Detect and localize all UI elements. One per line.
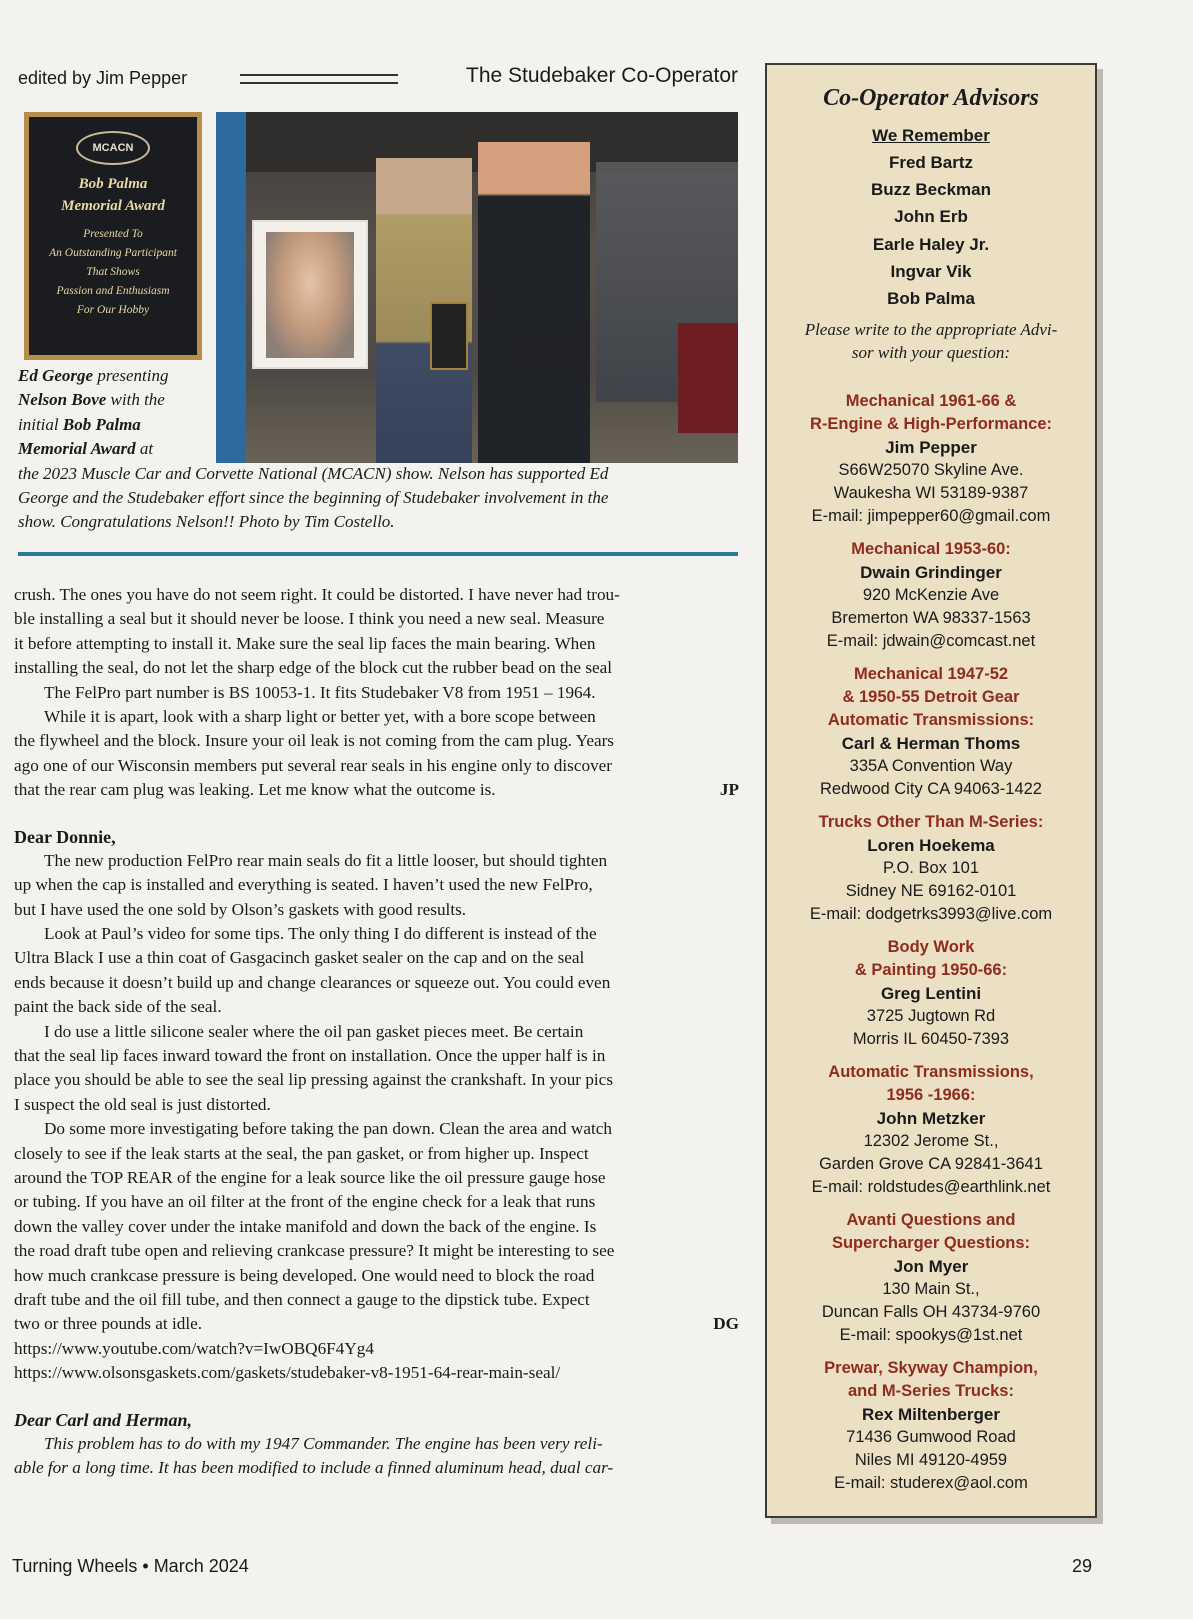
mcacn-logo: MCACN: [76, 131, 150, 165]
remembered-name: Ingvar Vik: [890, 261, 972, 281]
advisor-name: Loren Hoekema: [867, 836, 995, 856]
advisor-category: Mechanical 1961-66 &: [845, 392, 1017, 411]
advisor-section: [767, 390, 1095, 528]
advisor-category: and M-Series Trucks:: [848, 1382, 1014, 1401]
signature-dg: DG: [713, 1314, 739, 1334]
advisor-address: 920 McKenzie Ave: [862, 586, 1000, 605]
advisor-category: Automatic Transmissions,: [828, 1063, 1034, 1082]
advisor-category: Automatic Transmissions:: [827, 711, 1035, 730]
advisor-address: 130 Main St.,: [882, 1280, 980, 1299]
signature-jp: JP: [719, 780, 739, 800]
award-inscription: Presented To An Outstanding Participant That Shows Passion and Enthusiasm For Our Hobby: [49, 228, 177, 316]
remembered-name: Buzz Beckman: [871, 180, 991, 200]
remembered-name: Earle Haley Jr.: [872, 234, 990, 254]
advisor-category: Trucks Other Than M-Series:: [818, 813, 1044, 832]
instructions: Please write to the appropriate Advi- sor with your question:: [804, 320, 1058, 363]
greeting-donnie: Dear Donnie,: [14, 826, 116, 847]
youtube-link[interactable]: https://www.youtube.com/watch?v=IwOBQ6F4Yg4: [14, 1338, 374, 1358]
advisor-category: Prewar, Skyway Champion,: [824, 1359, 1038, 1378]
advisor-name: Dwain Grindinger: [860, 563, 1002, 583]
advisor-section: [767, 811, 1095, 926]
page-number: 29: [1071, 1556, 1092, 1576]
remembered-name: Fred Bartz: [888, 153, 974, 172]
advisor-category: & Painting 1950-66:: [854, 961, 1008, 980]
advisor-address: Sidney NE 69162-0101: [845, 882, 1017, 901]
portrait-photo: [252, 220, 368, 369]
page-header: [18, 64, 738, 92]
advisor-sections: [767, 390, 1095, 1495]
advisor-address: Garden Grove CA 92841-3641: [819, 1155, 1043, 1174]
greeting-carl-herman: Dear Carl and Herman,: [14, 1409, 193, 1430]
advisor-name: Rex Miltenberger: [862, 1405, 1000, 1425]
advisor-address: Duncan Falls OH 43734-9760: [821, 1303, 1041, 1322]
advisor-name: Carl & Herman Thoms: [841, 734, 1021, 754]
advisor-name: John Metzker: [876, 1109, 986, 1129]
advisor-category: Supercharger Questions:: [831, 1234, 1031, 1253]
advisor-category: & 1950-55 Detroit Gear: [842, 688, 1020, 707]
advisor-email[interactable]: E-mail: dodgetrks3993@live.com: [809, 905, 1053, 924]
header-rule: [240, 74, 398, 84]
advisor-address: 12302 Jerome St.,: [863, 1132, 999, 1151]
advisor-address: S66W25070 Skyline Ave.: [838, 461, 1024, 480]
award-plaque-image: [24, 112, 202, 360]
advisor-category: Avanti Questions and: [846, 1211, 1016, 1230]
article-body: crush. The ones you have do not seem right. It could be distorted. I have never had trou- ble installing a seal but it should never be loose. I think you need a new seal. Measure it before attempting to install it. Make sure the seal lip faces the main bearing. When installing the seal, do not let the sharp edge of the block cut the rubber bead on the seal The FelPro part number is BS 10053-1. It fits Studebaker V8 from 1951 – 1964. While it is apart, look with a sharp light or better yet, with a bore scope between the flywheel and the block. Insure your oil leak is not coming from the cam plug. Years ago one of our Wisconsin members put several rear seals in his engine only to discover that the rear cam plug was leaking. Let me know what the outcome is. JP Dear Donnie, The new production FelPro rear main seals do fit a little looser, but should tighten up when the cap is installed and everything is seated. I haven’t used the new FelPro, but I have used the one sold by Olson’s gaskets with good results. Look at Paul’s video for some tips. The only thing I do different is instead of the Ultra Black I use a thin coat of Gasgacinch gasket sealer on the cap and on the seal ends because it doesn’t build up and change clearances or squeeze out. You could even paint the back side of the seal. I do use a little silicone sealer where the oil pan gasket pieces meet. Be certain that the seal lip faces inward toward the front on installation. Once the upper half is in place you should be able to see the seal lip pressing against the crankshaft. In your pics I suspect the old seal is just distorted. Do some more investigating before taking the pan down. Clean the area and watch closely to see if the leak starts at the seal, the pan gasket, or from higher up. Inspect around the TOP REAR of the engine for a leak source like the oil pressure gauge hose or tubing. If you have an oil filter at the front of the engine check for a leak that runs down the valley cover under the intake manifold and down the back of the engine. Is the road draft tube open and relieving crankcase pressure? It might be interesting to see how much crankcase pressure is being developed. One would need to block the road draft tube and the oil fill tube, and then connect a gauge to the dipstick tube. Expect two or three pounds at idle. DG https://www.youtube.com/watch?v=IwOBQ6F4Yg4 https://www.olsonsgaskets.com/gaskets/studebaker-v8-1951-64-rear-main-seal/ Dear Carl and Herman, This problem has to do with my 1947 Commander. The engine has been very reli- able for a long time. It has been modified to include a finned aluminum head, dual car-: [14, 585, 739, 1478]
advisors-sidebar: [765, 63, 1097, 1518]
advisor-address: 71436 Gumwood Road: [846, 1428, 1016, 1447]
page-footer: [12, 1556, 1092, 1577]
held-plaque: [430, 302, 468, 370]
editor-credit: edited by Jim Pepper: [18, 68, 188, 88]
advisor-address: 335A Convention Way: [849, 757, 1013, 776]
we-remember-heading: We Remember: [872, 126, 990, 145]
advisor-section: [767, 663, 1095, 801]
advisor-address: Bremerton WA 98337-1563: [831, 609, 1031, 628]
advisor-name: Jon Myer: [893, 1257, 969, 1277]
advisor-email[interactable]: E-mail: studerex@aol.com: [834, 1474, 1028, 1493]
advisor-category: Body Work: [887, 938, 975, 957]
advisor-section: [767, 1209, 1095, 1347]
advisor-section: [767, 1357, 1095, 1495]
remembered-name: Bob Palma: [887, 289, 975, 309]
footer-issue: Turning Wheels • March 2024: [12, 1556, 249, 1576]
advisor-email[interactable]: E-mail: jimpepper60@gmail.com: [811, 507, 1051, 526]
advisor-email[interactable]: E-mail: jdwain@comcast.net: [826, 632, 1036, 651]
advisor-name: Greg Lentini: [880, 984, 982, 1004]
olsons-link[interactable]: https://www.olsonsgaskets.com/gaskets/studebaker-v8-1951-64-rear-main-seal/: [14, 1363, 561, 1383]
advisor-category: Mechanical 1947-52: [853, 665, 1009, 684]
advisor-address: Niles MI 49120-4959: [854, 1451, 1008, 1470]
advisor-address: Waukesha WI 53189-9387: [833, 484, 1029, 503]
sidebar-title: Co-Operator Advisors: [823, 85, 1039, 111]
advisor-address: Morris IL 60450-7393: [852, 1030, 1010, 1049]
advisor-address: Redwood City CA 94063-1422: [820, 780, 1042, 799]
advisor-email[interactable]: E-mail: roldstudes@earthlink.net: [811, 1178, 1051, 1197]
advisor-section: [767, 936, 1095, 1051]
remembered-name: John Erb: [894, 207, 968, 227]
advisor-email[interactable]: E-mail: spookys@1st.net: [839, 1326, 1023, 1345]
advisor-section: [767, 538, 1095, 653]
advisor-category: R-Engine & High-Performance:: [809, 415, 1053, 434]
advisor-address: P.O. Box 101: [882, 859, 979, 878]
advisor-category: 1956 -1966:: [886, 1086, 976, 1105]
advisor-section: [767, 1061, 1095, 1199]
advisor-name: Jim Pepper: [885, 438, 977, 458]
photo-caption: Ed George presenting Nelson Bove with the initial Bob Palma Memorial Award at the 2023 Muscle Car and Corvette National (MCACN) show. Nelson has supported Ed George and the Studebaker effort since the beginning of Studebaker involvement in the show. Congratulations Nelson!! Photo by Tim Costello.: [18, 366, 609, 532]
caption-divider: [18, 552, 738, 556]
publication-title: The Studebaker Co-Operator: [466, 64, 738, 87]
award-title: Bob Palma Memorial Award: [61, 176, 165, 214]
advisor-address: 3725 Jugtown Rd: [866, 1007, 996, 1026]
advisor-category: Mechanical 1953-60:: [851, 540, 1011, 559]
